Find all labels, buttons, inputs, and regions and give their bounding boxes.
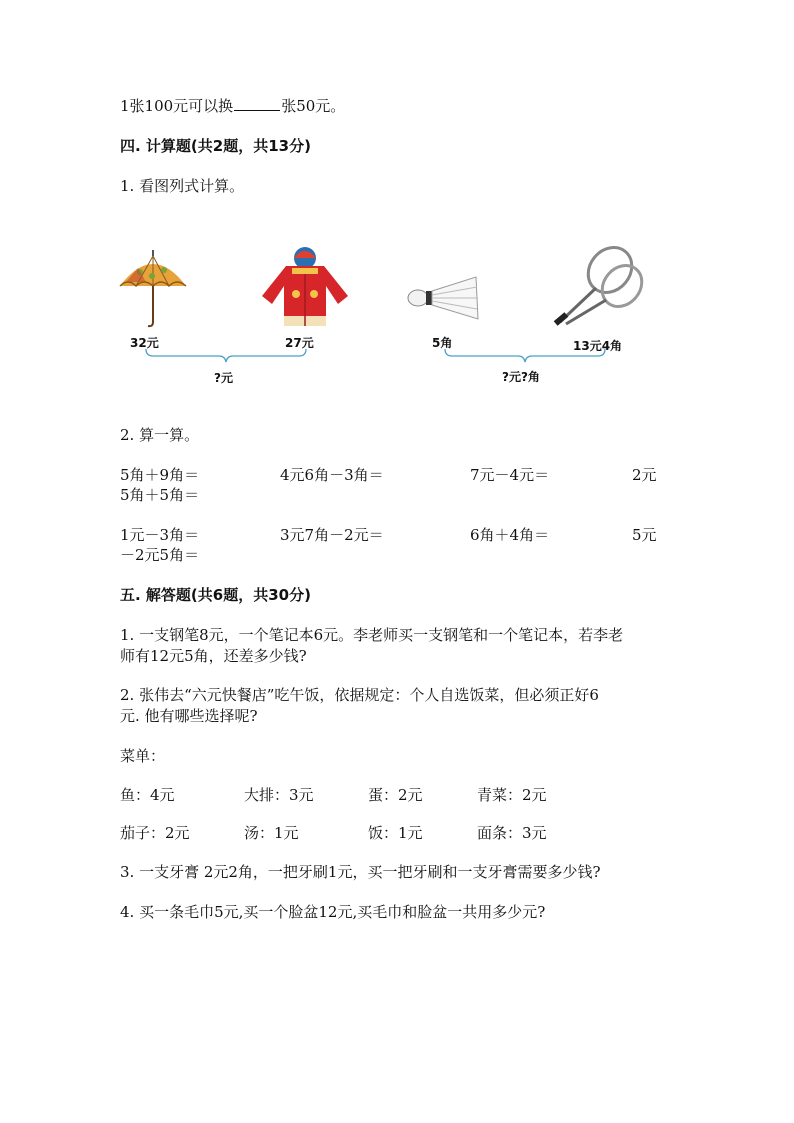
menu-item: 饭：1元 bbox=[368, 824, 423, 842]
menu-item: 蛋：2元 bbox=[368, 786, 423, 804]
price-rackets: 13元4角 bbox=[573, 339, 623, 353]
section-5-q1-line2: 师有12元5角，还差多少钱? bbox=[120, 647, 307, 665]
right-sum-label: ?元?角 bbox=[502, 370, 540, 384]
left-sum-brace bbox=[145, 348, 307, 364]
calc-2-5: －2元5角＝ bbox=[120, 546, 200, 564]
calc-1-2: 4元6角－3角＝ bbox=[280, 466, 384, 484]
menu-item: 汤：1元 bbox=[244, 824, 299, 842]
answer-blank[interactable] bbox=[234, 96, 280, 111]
calc-1-4: 2元 bbox=[632, 466, 657, 484]
shuttlecock-icon bbox=[406, 273, 480, 327]
calc-1-3: 7元－4元＝ bbox=[470, 466, 550, 484]
rackets-icon bbox=[552, 244, 644, 332]
menu-item: 大排：3元 bbox=[244, 786, 314, 804]
section-4-q1-label: 1. 看图列式计算。 bbox=[120, 177, 245, 195]
menu-item: 茄子：2元 bbox=[120, 824, 190, 842]
section-4-title: 四. 计算题(共2题，共13分) bbox=[120, 137, 311, 155]
fill-blank-after: 张50元。 bbox=[281, 97, 346, 115]
jacket-icon bbox=[256, 246, 354, 332]
calc-2-1: 1元－3角＝ bbox=[120, 526, 200, 544]
section-5-title: 五. 解答题(共6题，共30分) bbox=[120, 586, 311, 604]
menu-item: 面条：3元 bbox=[477, 824, 547, 842]
section-5-q4: 4. 买一条毛巾5元,买一个脸盆12元,买毛巾和脸盆一共用多少元? bbox=[120, 903, 546, 921]
menu-item: 青菜：2元 bbox=[477, 786, 547, 804]
price-jacket: 27元 bbox=[285, 336, 314, 350]
section-5-q2-line1: 2. 张伟去“六元快餐店”吃午饭，依据规定：个人自选饭菜，但必须正好6 bbox=[120, 686, 599, 704]
fill-blank-before: 1张100元可以换 bbox=[120, 97, 234, 115]
section-5-q1-line1: 1. 一支钢笔8元，一个笔记本6元。李老师买一支钢笔和一个笔记本，若李老 bbox=[120, 626, 624, 644]
umbrella-icon bbox=[118, 248, 188, 332]
right-sum-brace bbox=[444, 348, 606, 364]
fill-blank-question bbox=[120, 96, 345, 116]
price-shuttlecock: 5角 bbox=[432, 336, 453, 350]
menu-label: 菜单： bbox=[120, 747, 166, 765]
price-umbrella: 32元 bbox=[130, 336, 159, 350]
calc-2-2: 3元7角－2元＝ bbox=[280, 526, 384, 544]
section-4-q2-label: 2. 算一算。 bbox=[120, 426, 200, 444]
calc-2-3: 6角＋4角＝ bbox=[470, 526, 550, 544]
left-sum-label: ?元 bbox=[214, 371, 233, 385]
menu-item: 鱼：4元 bbox=[120, 786, 175, 804]
section-5-q3: 3. 一支牙膏 2元2角，一把牙刷1元，买一把牙刷和一支牙膏需要多少钱? bbox=[120, 863, 601, 881]
calc-2-4: 5元 bbox=[632, 526, 657, 544]
calc-1-1: 5角＋9角＝ bbox=[120, 466, 200, 484]
section-5-q2-line2: 元. 他有哪些选择呢? bbox=[120, 707, 258, 725]
calc-1-5: 5角＋5角＝ bbox=[120, 486, 200, 504]
